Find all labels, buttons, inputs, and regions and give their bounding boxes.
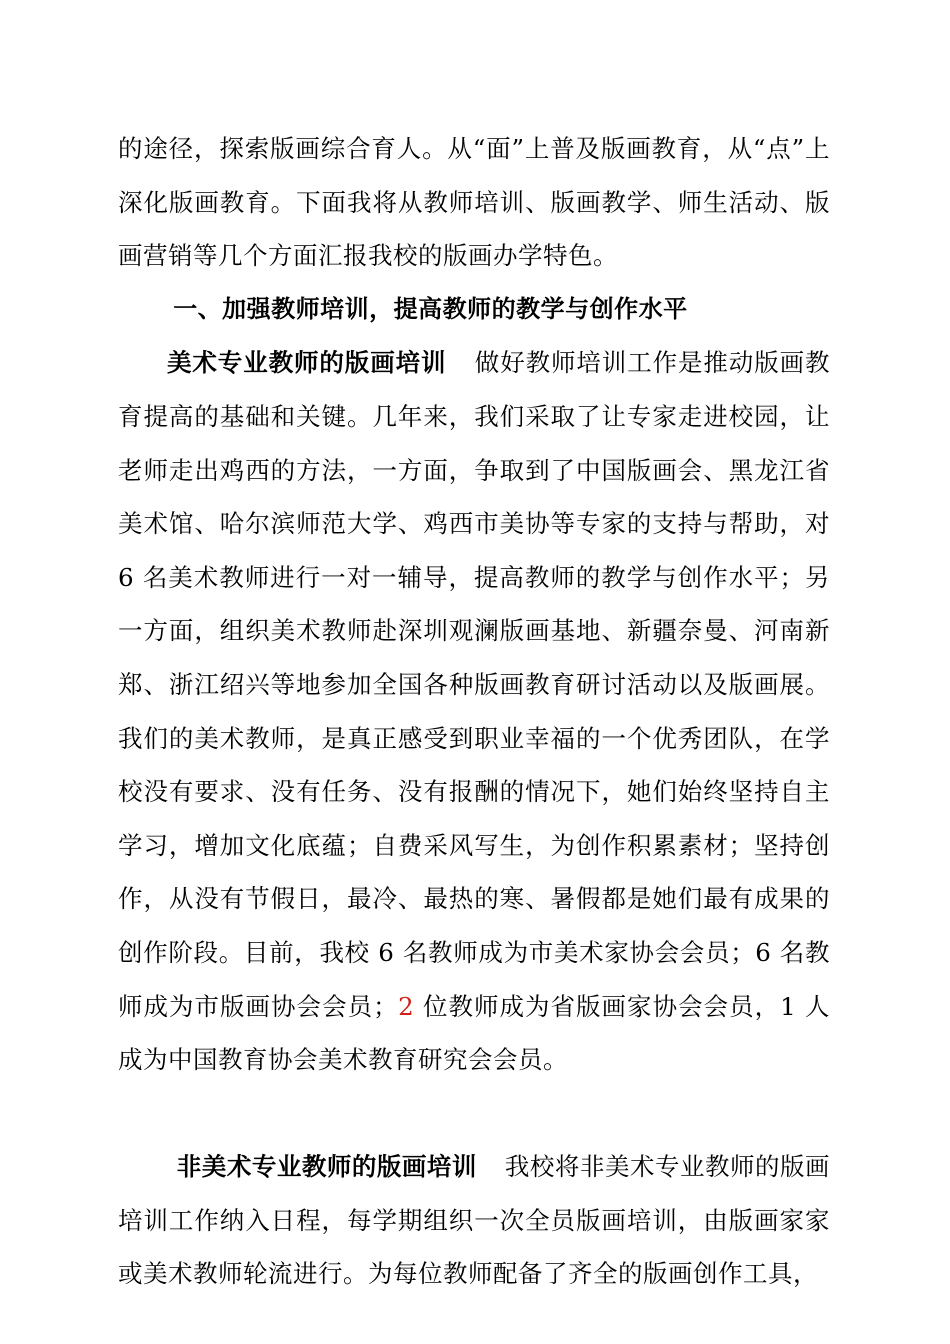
highlighted-number: 2 [398, 991, 415, 1021]
section-heading: 一、加强教师培训，提高教师的教学与创作水平 [173, 294, 688, 323]
art-teacher-training-body-b: 位教师成为省版画家协会会员，1 人成为中国教育协会美术教育研究会会员。 [118, 991, 830, 1075]
art-teacher-training-lead: 美术专业教师的版画培训 [167, 348, 447, 378]
non-art-teacher-training-lead: 非美术专业教师的版画培训 [176, 1152, 477, 1182]
intro-paragraph: 的途径，探索版画综合育人。从“面”上普及版画教育，从“点”上深化版画教育。下面我将从教师培训、版画教学、师生活动、版画营销等几个方面汇报我校的版画办学特色。 [118, 134, 830, 271]
teacher-training-paragraph [118, 336, 830, 1086]
art-teacher-training-body-a: 做好教师培训工作是推动版画教育提高的基础和关键。几年来，我们采取了让专家走进校园，让老师走出鸡西的方法，一方面，争取到了中国版画会、黑龙江省美术馆、哈尔滨师范大学、鸡西市美协等专家的支持与帮助，对 6 名美术教师进行一对一辅导，提高教师的教学与创作水平；另一方面，组织美术教师赴深圳观澜版画基地、新疆奈曼、河南新郑、浙江绍兴等地参加全国各种版画教育研讨活动以及版画展。我们的美术教师，是真正感受到职业幸福的一个优秀团队，在学校没有要求、没有任务、没有报酬的情况下，她们始终坚持自主学习，增加文化底蕴；自费采风写生，为创作积累素材；坚持创作，从没有节假日，最冷、最热的寒、暑假都是她们最有成果的创作阶段。目前，我校 6 名教师成为市美术家协会会员；6 名教师成为市版画协会会员； [118, 348, 831, 1021]
paragraph-spacer [118, 1087, 830, 1141]
document-page [118, 122, 830, 1301]
non-art-teacher-training-paragraph [118, 1140, 830, 1301]
non-art-teacher-training-body: 我校将非美术专业教师的版画培训工作纳入日程，每学期组织一次全员版画培训，由版画家家或美术教师轮流进行。为每位教师配备了齐全的版画创作工具， [118, 1152, 831, 1289]
